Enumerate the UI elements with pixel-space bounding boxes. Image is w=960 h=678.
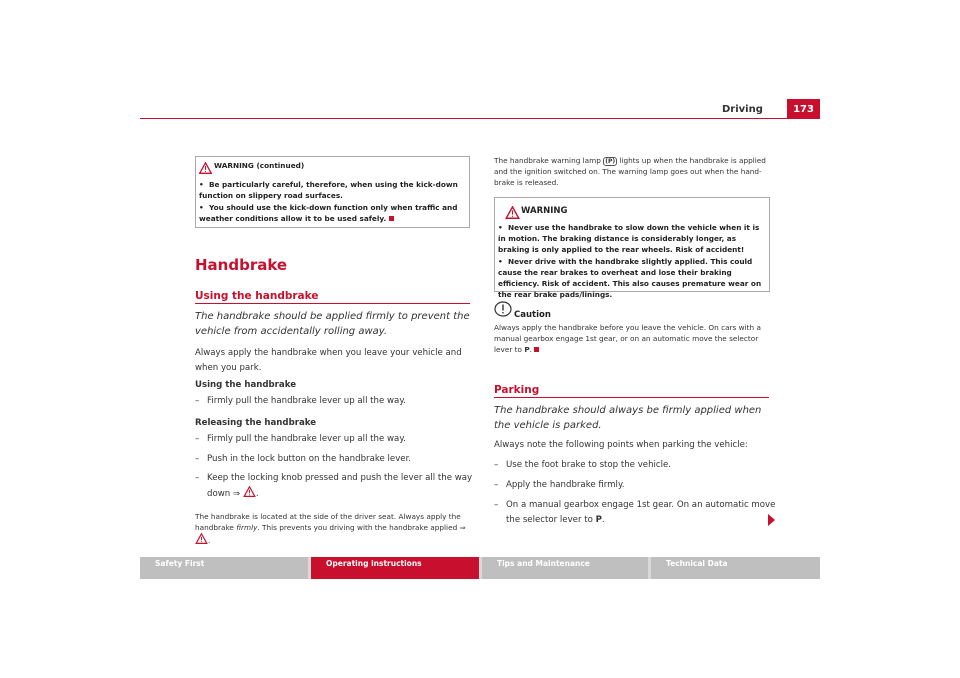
warning-bullet: • You should use the kick-down function only when traffic and weather conditions allow it to be used safely. bbox=[199, 203, 458, 223]
page-number: 173 bbox=[787, 99, 820, 119]
step-item: – Push in the lock button on the handbrake lever. bbox=[195, 454, 412, 464]
intro-text: Always note the following points when parking the vehicle: bbox=[494, 440, 748, 450]
step-item: – Keep the locking knob pressed and push the lever all the way down ⇒ . bbox=[195, 473, 473, 499]
footer-nav bbox=[140, 557, 820, 579]
handbrake-note: The handbrake is located at the side of the driver seat. Always apply the handbrake firmly. This prevents you driving with the handbrake applied ⇒ . bbox=[195, 512, 466, 545]
step-item: – Apply the handbrake firmly. bbox=[494, 480, 625, 490]
warning-continued-box bbox=[195, 156, 470, 228]
caution-title: Caution bbox=[514, 310, 551, 320]
continue-arrow-icon bbox=[768, 514, 775, 526]
subsection-heading: Using the handbrake bbox=[195, 290, 319, 302]
tab-safety-first[interactable]: Safety First bbox=[140, 557, 308, 579]
caution-icon bbox=[494, 301, 512, 321]
warning-bullet: • Be particularly careful, therefore, when using the kick-down function on slippery road surfaces. bbox=[199, 180, 458, 200]
step-item: – Firmly pull the handbrake lever up all the way. bbox=[195, 396, 406, 406]
tab-operating-instructions[interactable]: Operating instructions bbox=[311, 557, 479, 579]
releasing-title: Releasing the handbrake bbox=[195, 418, 317, 428]
warning-triangle-icon bbox=[199, 159, 212, 178]
section-title: Driving bbox=[722, 104, 763, 115]
using-title: Using the handbrake bbox=[195, 380, 297, 390]
section-heading: Handbrake bbox=[195, 256, 288, 274]
warning-title: WARNING bbox=[521, 206, 568, 216]
intro-text: Always apply the handbrake when you leave your vehicle and when you park. bbox=[195, 348, 462, 373]
end-marker-icon bbox=[534, 347, 539, 352]
warning-triangle-icon bbox=[195, 533, 208, 544]
subsection-heading: Parking bbox=[494, 384, 540, 396]
warning-box bbox=[494, 197, 770, 299]
warning-lamp-text: The handbrake warning lamp (P) lights up when the handbrake is applied and the ignition switched on. The warning lamp goes out when the hand-brake is released. bbox=[494, 156, 766, 187]
header-rule bbox=[140, 118, 820, 119]
step-item: – Use the foot brake to stop the vehicle. bbox=[494, 460, 672, 470]
lead-text: The handbrake should be applied firmly to prevent the vehicle from accidentally rolling away. bbox=[195, 311, 470, 337]
warning-bullet: • Never drive with the handbrake slightly applied. This could cause the rear brakes to overheat and lose their braking efficiency. Risk of accident. This also causes premature wear on the rear brake pads/linings. bbox=[498, 257, 762, 299]
handbrake-lamp-icon: (P) bbox=[605, 158, 616, 165]
warning-bullet: • Never use the handbrake to slow down the vehicle when it is in motion. The braking distance is considerably longer, as braking is only applied to the rear wheels. Risk of accident! bbox=[498, 223, 760, 254]
warning-triangle-icon bbox=[505, 204, 520, 223]
caution-text: Always apply the handbrake before you leave the vehicle. On cars with a manual gearbox engage 1st gear, or on an automatic move the selector lever to P. bbox=[494, 323, 761, 354]
subheading-rule bbox=[494, 397, 769, 398]
end-marker-icon bbox=[389, 216, 394, 221]
step-item: – On a manual gearbox engage 1st gear. On an automatic move the selector lever to P. bbox=[494, 500, 776, 525]
tab-tips-and-maintenance[interactable]: Tips and Maintenance bbox=[482, 557, 648, 579]
warning-triangle-icon bbox=[243, 486, 256, 497]
subheading-rule bbox=[195, 303, 470, 304]
lead-text: The handbrake should always be firmly applied when the vehicle is parked. bbox=[494, 405, 762, 431]
tab-technical-data[interactable]: Technical Data bbox=[651, 557, 820, 579]
step-item: – Firmly pull the handbrake lever up all the way. bbox=[195, 434, 406, 444]
warning-continued-title: WARNING (continued) bbox=[214, 161, 305, 170]
